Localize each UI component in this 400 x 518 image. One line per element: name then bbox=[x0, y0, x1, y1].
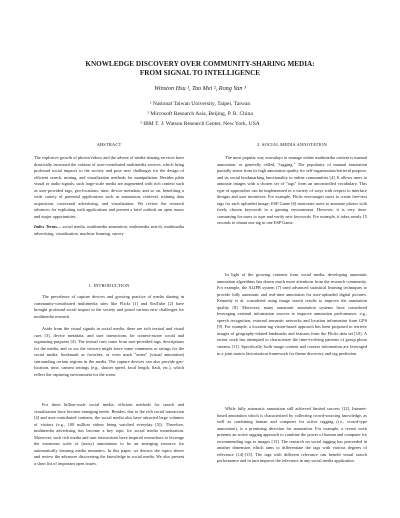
annotation-paragraph-2: In light of the growing contents from social media, developing automatic annotation algorithms has drawn much more attentions from the research community. For example, the ALIPR system [7] used advanced statistical learning techniques to provide fully automatic and real-time annotation for user-uploaded digital pictures. Kennedy et al. considered using image search results to improve the annotation quality [8]. Moreover, many automatic annotation systems have considered leveraging external information sources to improve annotation performance, e.g., speech recognition, external semantic networks and location information from GPS [9]. For example, a location-tag vision-based approach has been proposed to retrieve images of geography-related landmarks and features from the Flickr data set [10]. A recent work has attempted to characterize the time-evolving patterns of group photo streams [11]. Specifically, both image content and context information are leveraged in a joint matrix factorization framework for theme discovery and tag prediction. bbox=[217, 272, 367, 356]
affiliation-2: ² Microsoft Research Asia, Beijing, P. R. China bbox=[147, 111, 253, 117]
affiliation-3: ³ IBM T. J. Watson Research Center, New York, USA bbox=[140, 121, 260, 127]
author-list: Winston Hsu ¹, Tao Mei ², Rong Yan ³ bbox=[154, 85, 246, 92]
annotation-paragraph-3: While fully automatic annotation still achieved limited success [12], Internet-based annotation which is characterized by collecting crowd-sourcing knowledge, as well as combining human and computer for active tagging (i.e., crowd-type annotation), is a promising direction for annotation. For example, a recent work presents an active tagging approach to combine the power of human and computer for recommending tags to images [13]. The research on social tagging has proceeded in another dimension which aims to differentiate the tags with various degrees of relevance [14]-[15]. The tags with different relevance can benefit visual search performance and in turn improve the relevance in any social media application. bbox=[217, 406, 367, 464]
affiliation-1: ¹ National Taiwan University, Taipei, Taiwan bbox=[149, 101, 251, 107]
intro-paragraph-2: Aside from the visual signals in social media, there are rich textual and visual cues [3], device metadata, and user interactions for context-aware social and organizing purposes [4]. The textual cues come from user-provided tags, descriptions for the media, and so on; the viewers might leave some comments or ratings for the social media, bookmark as favorites, or even mark "notes" (visual annotation) surrounding certain regions in the media. The capture devices can also provide geo-location, time, camera settings (e.g., shutter speed, focal length, flash, etc.), which reflect the capturing environment for the scene. bbox=[34, 326, 184, 377]
annotation-heading: 2. SOCIAL MEDIA ANNOTATION bbox=[257, 142, 327, 147]
intro-paragraph-3: For these billion-scale social media, efficient methods for search and visualization have become emerging needs. Besides, due to the rich social interaction [4] and user-contributed contents, the social media also have attracted large volumes of visitors (e.g., 100 million videos being watched everyday [5]). Therefore, multimedia advertising has become a key topic for social media monetization. Moreover, such rich media and user interactions have inspired researchers to leverage the enormous scale of (noisy) annotations to be an emerging resource for automatically learning media semantics. In this paper, we discuss the topics above and review the advances discovering the knowledge in social media. We also present a short list of important open issues. bbox=[34, 402, 184, 466]
annotation-paragraph-1: The most popular way nowadays to manage online multimedia content is manual annotation, or generally called, "tagging." The popularity of manual annotation partially stems from its high annotation quality for self-organization/retrieval purpose, and its social bookmarking functionality in online communities [4]. It allows users to annotate images with a chosen set of "tags" from an uncontrolled vocabulary. This type of approaches can be implemented in a variety of ways with respect to interface designs and user incentives. For example, Flickr encourages users to create free-text tags for each uploaded image; ESP Game [6] motivates users to annotate photos with freely chosen keywords in a gaming environment. However, it is very time-consuming for users to type and verify new keywords. For example, it takes nearly 15 seconds to obtain one tag in one ESP Game. bbox=[217, 155, 367, 226]
introduction-heading: 1. INTRODUCTION bbox=[88, 283, 130, 288]
paper-title-line1: KNOWLEDGE DISCOVERY OVER COMMUNITY-SHARING MEDIA: bbox=[85, 60, 315, 68]
index-terms-text: social media, multimedia annotation, multimedia search, multimedia advertising, visualization, machine learning, survey bbox=[34, 224, 184, 236]
abstract-text: The explosive growth of photos/videos and the advent of media-sharing services have drastically increased the volume of user-contributed multimedia sources, which bring profound social impacts to the society and pose new challenges for the design of efficient search, mining, and visualization methods for manipulation. Besides plain visual or audio signals, such large-scale media are augmented with rich context such as user-provided tags, geo-locations, time, device metadata, and so on, benefiting a wide variety of potential applications such as annotation, retrieval, training data acquisition, contextual advertising, and visualization. We review the research advances for exploiting such applications and present a brief outlook on open issues and major opportunities. bbox=[34, 155, 184, 219]
abstract-heading: ABSTRACT bbox=[96, 142, 122, 147]
index-terms bbox=[34, 224, 184, 237]
intro-paragraph-1: The prevalence of capture devices and growing practice of media sharing in community-contributed multimedia sites like Flickr [1] and YouTube [2] have brought profound social impact to the society and posed various new challenges for multimedia research. bbox=[34, 294, 184, 319]
paper-title-line2: FROM SIGNAL TO INTELLIGENCE bbox=[139, 69, 261, 77]
index-terms-label: Index Terms— bbox=[34, 224, 62, 229]
